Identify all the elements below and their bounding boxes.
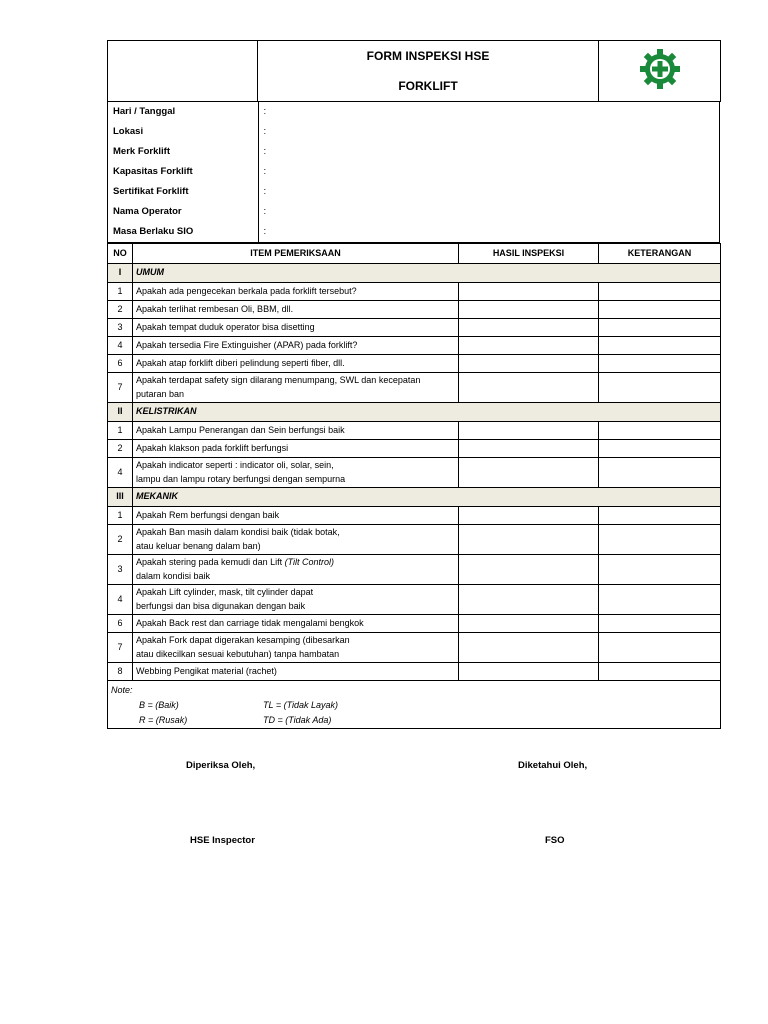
info-field-row — [108, 182, 721, 202]
item-number: 3 — [108, 319, 133, 337]
item-text-main: Apakah klakson pada forklift berfungsi — [136, 442, 289, 453]
keterangan-cell[interactable] — [599, 458, 721, 488]
item-number: 2 — [108, 440, 133, 458]
item-text-main: Apakah Lampu Penerangan dan Sein berfungsi baik — [136, 424, 345, 435]
note-row — [108, 681, 721, 729]
hasil-inspeksi-cell[interactable] — [459, 507, 599, 525]
note-cell — [108, 681, 721, 729]
column-header-row — [108, 244, 721, 264]
keterangan-cell[interactable] — [599, 633, 721, 663]
col-no-header: NO — [108, 244, 133, 264]
checklist-item-row — [108, 283, 721, 301]
checklist-item-row — [108, 615, 721, 633]
checklist-item-row — [108, 525, 721, 555]
item-text-line1 — [136, 459, 455, 473]
item-text — [133, 422, 459, 440]
section-row — [108, 488, 721, 507]
checklist-item-row — [108, 555, 721, 585]
info-field-value[interactable]: : — [263, 206, 267, 217]
item-text — [133, 373, 459, 403]
checklist-table — [107, 243, 721, 729]
hasil-inspeksi-cell[interactable] — [459, 319, 599, 337]
item-text-main: Webbing Pengikat material (rachet) — [136, 665, 277, 676]
info-field-label: Nama Operator — [108, 202, 258, 222]
note-td: TD = (Tidak Ada) — [263, 715, 332, 725]
item-number: 6 — [108, 355, 133, 373]
hasil-inspeksi-cell[interactable] — [459, 585, 599, 615]
info-field-value[interactable]: : — [263, 126, 267, 137]
item-text-main: Apakah Back rest dan carriage tidak mengalami bengkok — [136, 617, 364, 628]
item-text-line1 — [136, 586, 455, 600]
keterangan-cell[interactable] — [599, 615, 721, 633]
item-text-main: Apakah Lift cylinder, mask, tilt cylinder dapat — [136, 587, 314, 597]
item-text-line1 — [136, 634, 455, 648]
item-text — [133, 355, 459, 373]
item-text-line1 — [136, 509, 455, 523]
checked-by-label: Diperiksa Oleh, — [186, 760, 256, 771]
info-field-value[interactable]: : — [263, 166, 267, 177]
item-text-line2: atau keluar benang dalam ban) — [136, 540, 261, 551]
item-text — [133, 555, 459, 585]
item-text-line2: dalam kondisi baik — [136, 570, 211, 581]
keterangan-cell[interactable] — [599, 319, 721, 337]
keterangan-cell[interactable] — [599, 337, 721, 355]
form-title-line1: FORM INSPEKSI HSE — [366, 49, 490, 63]
hasil-inspeksi-cell[interactable] — [459, 555, 599, 585]
item-text-line1 — [136, 303, 455, 317]
logo-cell — [599, 41, 721, 102]
item-text-line1 — [136, 339, 455, 353]
item-number: 4 — [108, 585, 133, 615]
note-tl: TL = (Tidak Layak) — [263, 700, 339, 710]
hasil-inspeksi-cell[interactable] — [459, 525, 599, 555]
item-number: 4 — [108, 458, 133, 488]
header-blank-cell — [108, 41, 258, 102]
info-field-label: Kapasitas Forklift — [108, 162, 258, 182]
fso-label: FSO — [545, 835, 565, 846]
keterangan-cell[interactable] — [599, 555, 721, 585]
checklist-item-row — [108, 585, 721, 615]
inspection-form — [107, 40, 720, 729]
info-field-value[interactable]: : — [263, 106, 267, 117]
checklist-item-row — [108, 422, 721, 440]
item-number: 4 — [108, 337, 133, 355]
item-text-line1 — [136, 556, 455, 570]
item-text-main: Apakah Rem berfungsi dengan baik — [136, 509, 280, 520]
keterangan-cell[interactable] — [599, 422, 721, 440]
k3-safety-gear-cross-icon — [638, 47, 682, 91]
item-number: 1 — [108, 422, 133, 440]
section-name: MEKANIK — [133, 488, 721, 507]
note-b: B = (Baik) — [139, 700, 179, 710]
keterangan-cell[interactable] — [599, 355, 721, 373]
item-text-line1 — [136, 665, 455, 679]
col-hasil-header: HASIL INSPEKSI — [459, 244, 599, 264]
checklist-item-row — [108, 440, 721, 458]
item-text — [133, 507, 459, 525]
hasil-inspeksi-cell[interactable] — [459, 283, 599, 301]
item-text — [133, 337, 459, 355]
item-text-main: Apakah Ban masih dalam kondisi baik (tidak botak, — [136, 527, 340, 537]
info-table — [108, 102, 721, 242]
note-label: Note: — [111, 685, 133, 695]
checklist-item-row — [108, 663, 721, 681]
info-field-row — [108, 122, 721, 142]
checklist-item-row — [108, 373, 721, 403]
info-field-row — [108, 222, 721, 242]
item-number: 7 — [108, 373, 133, 403]
section-number: II — [108, 403, 133, 422]
info-field-label: Hari / Tanggal — [108, 102, 258, 122]
info-field-row — [108, 102, 721, 122]
checklist-item-row — [108, 633, 721, 663]
info-fields — [107, 102, 720, 243]
hasil-inspeksi-cell[interactable] — [459, 633, 599, 663]
item-text-line2: putaran ban — [136, 388, 185, 399]
section-number: I — [108, 264, 133, 283]
info-field-value[interactable]: : — [263, 186, 267, 197]
keterangan-cell[interactable] — [599, 301, 721, 319]
item-text-italic: (Tilt Control) — [284, 557, 335, 567]
item-text — [133, 301, 459, 319]
item-text-main: Apakah atap forklift diberi pelindung seperti fiber, dll. — [136, 357, 345, 368]
item-text — [133, 525, 459, 555]
item-text-line1 — [136, 357, 455, 371]
item-number: 1 — [108, 507, 133, 525]
keterangan-cell[interactable] — [599, 440, 721, 458]
item-number: 2 — [108, 301, 133, 319]
item-number: 3 — [108, 555, 133, 585]
note-legend — [111, 698, 717, 728]
info-field-label: Lokasi — [108, 122, 258, 142]
checklist-item-row — [108, 301, 721, 319]
hse-inspector-label: HSE Inspector — [190, 835, 255, 846]
item-text-line1 — [136, 424, 455, 438]
item-text-line2: atau dikecilkan sesuai kebutuhan) tanpa hambatan — [136, 648, 340, 659]
item-number: 1 — [108, 283, 133, 301]
info-field-row — [108, 142, 721, 162]
hasil-inspeksi-cell[interactable] — [459, 458, 599, 488]
keterangan-cell[interactable] — [599, 373, 721, 403]
info-field-value[interactable]: : — [263, 226, 267, 237]
info-field-row — [108, 202, 721, 222]
checklist-item-row — [108, 355, 721, 373]
item-text-main: Apakah tersedia Fire Extinguisher (APAR) pada forklift? — [136, 339, 358, 350]
item-text-line1 — [136, 285, 455, 299]
item-text — [133, 440, 459, 458]
item-text — [133, 663, 459, 681]
item-number: 7 — [108, 633, 133, 663]
hasil-inspeksi-cell[interactable] — [459, 373, 599, 403]
item-text-main: Apakah terdapat safety sign dilarang menumpang, SWL dan kecepatan — [136, 375, 421, 385]
item-text — [133, 283, 459, 301]
item-text-line1 — [136, 442, 455, 456]
keterangan-cell[interactable] — [599, 585, 721, 615]
item-text-line1 — [136, 526, 455, 540]
item-number: 6 — [108, 615, 133, 633]
item-text — [133, 585, 459, 615]
form-title — [258, 41, 599, 102]
section-row — [108, 264, 721, 283]
item-text-main: Apakah indicator seperti : indicator oli, solar, sein, — [136, 460, 334, 470]
item-text-line2: berfungsi dan bisa digunakan dengan baik — [136, 600, 306, 611]
hasil-inspeksi-cell[interactable] — [459, 663, 599, 681]
info-field-value[interactable]: : — [263, 146, 267, 157]
item-text — [133, 458, 459, 488]
col-item-header: ITEM PEMERIKSAAN — [133, 244, 459, 264]
item-text-line2: lampu dan lampu rotary berfungsi dengan sempurna — [136, 473, 346, 484]
col-keterangan-header: KETERANGAN — [599, 244, 721, 264]
item-text — [133, 615, 459, 633]
item-text-main: Apakah terlihat rembesan Oli, BBM, dll. — [136, 303, 294, 314]
section-row — [108, 403, 721, 422]
item-text — [133, 319, 459, 337]
form-title-line2: FORKLIFT — [398, 79, 458, 93]
info-field-label: Merk Forklift — [108, 142, 258, 162]
hasil-inspeksi-cell[interactable] — [459, 615, 599, 633]
form-header — [107, 40, 721, 102]
item-text-line1 — [136, 617, 455, 631]
item-text-main: Apakah stering pada kemudi dan Lift — [136, 557, 285, 567]
keterangan-cell[interactable] — [599, 507, 721, 525]
item-text-line1 — [136, 374, 455, 388]
item-text-main: Apakah ada pengecekan berkala pada forklift tersebut? — [136, 285, 357, 296]
checklist-item-row — [108, 507, 721, 525]
checklist-item-row — [108, 458, 721, 488]
section-name: KELISTRIKAN — [133, 403, 721, 422]
checklist-item-row — [108, 319, 721, 337]
hasil-inspeksi-cell[interactable] — [459, 440, 599, 458]
info-field-label: Masa Berlaku SIO — [108, 222, 258, 242]
item-text-line1 — [136, 321, 455, 335]
note-r: R = (Rusak) — [139, 715, 188, 725]
item-text-main: Apakah tempat duduk operator bisa disetting — [136, 321, 315, 332]
known-by-label: Diketahui Oleh, — [518, 760, 588, 771]
keterangan-cell[interactable] — [599, 283, 721, 301]
info-field-label: Sertifikat Forklift — [108, 182, 258, 202]
keterangan-cell[interactable] — [599, 663, 721, 681]
section-name: UMUM — [133, 264, 721, 283]
hasil-inspeksi-cell[interactable] — [459, 422, 599, 440]
hasil-inspeksi-cell[interactable] — [459, 355, 599, 373]
item-number: 2 — [108, 525, 133, 555]
section-number: III — [108, 488, 133, 507]
info-field-row — [108, 162, 721, 182]
keterangan-cell[interactable] — [599, 525, 721, 555]
hasil-inspeksi-cell[interactable] — [459, 301, 599, 319]
hasil-inspeksi-cell[interactable] — [459, 337, 599, 355]
checklist-item-row — [108, 337, 721, 355]
item-number: 8 — [108, 663, 133, 681]
item-text — [133, 633, 459, 663]
item-text-main: Apakah Fork dapat digerakan kesamping (dibesarkan — [136, 635, 350, 645]
